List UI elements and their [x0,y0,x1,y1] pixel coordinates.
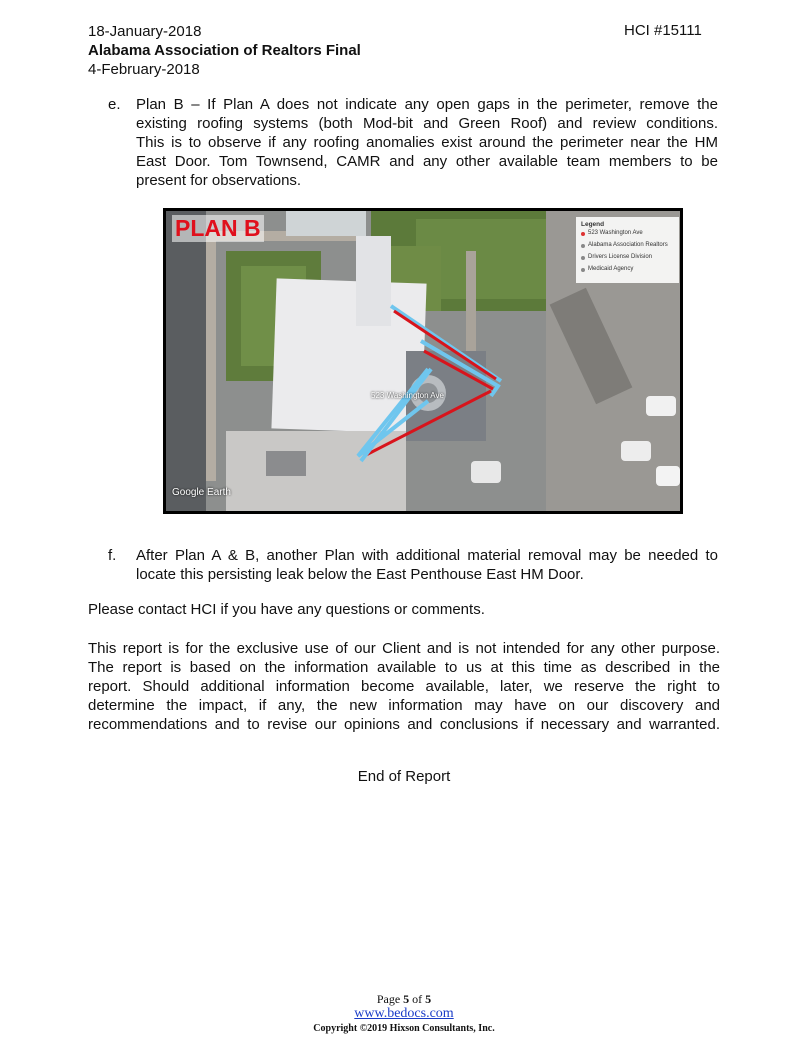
text-line: This is to observe if any roofing anomalies exist around the perimeter near the HM [136,134,718,151]
list-item-text [136,546,718,584]
footer-copyright: Copyright ©2019 Hixson Consultants, Inc. [313,1023,495,1034]
legend-entry: Drivers License Division [588,254,653,260]
page-prefix: Page [376,992,404,1006]
address-label: 523 Washington Ave [371,391,444,400]
header-revision-date: 4-February-2018 [88,61,200,78]
circle-marker-icon [581,256,585,260]
list-marker: f. [108,547,117,564]
legend-entry: 523 Washington Ave [588,230,643,236]
text-line: present for observations. [136,172,302,189]
document-header [88,22,361,79]
text-line: This report is for the exclusive use of our Client and is not intended for any other purpose. [88,640,720,657]
map-watermark: Google Earth [172,487,231,498]
header-date: 18-January-2018 [88,23,202,40]
page-of: of [409,992,426,1006]
list-marker: e. [108,96,121,113]
text-line: recommendations and to revise our opinions and conclusions if necessary and warranted. [88,716,720,733]
header-title: Alabama Association of Realtors Final [88,42,361,59]
text-line: existing roofing systems (both Mod-bit and Green Roof) and review conditions. [136,115,718,132]
text-line: Plan B – If Plan A does not indicate any open gaps in the perimeter, remove the [136,96,718,113]
contact-paragraph: Please contact HCI if you have any questions or comments. [88,601,485,618]
list-item-text [136,95,718,190]
text-line: report. Should additional information become available, later, we reserve the right to [88,678,720,695]
legend-entry: Alabama Association Realtors [588,242,668,248]
end-of-report: End of Report [357,768,451,785]
legend-title: Legend [581,221,605,228]
disclaimer-paragraph [88,639,720,734]
text-line: After Plan A & B, another Plan with additional material removal may be needed to [136,547,718,564]
pin-icon [581,232,585,236]
text-line: East Door. Tom Townsend, CAMR and any other available team members to be [136,153,718,170]
text-line: The report is based on the information available to us at this time as described in the [88,659,720,676]
header-reference: HCI #15111 [624,22,702,39]
aerial-roof-image [163,208,683,514]
page-current: 5 [403,992,410,1006]
footer-link[interactable]: www.bedocs.com [354,1006,454,1021]
text-line: determine the impact, if any, the new information may have on our discovery and [88,697,720,714]
plan-b-label: PLAN B [172,215,264,242]
map-legend [576,217,679,283]
text-line: locate this persisting leak below the East Penthouse East HM Door. [136,566,584,583]
legend-entry: Medicaid Agency [588,266,634,272]
page-number [0,992,808,1007]
page-total: 5 [425,992,432,1006]
square-marker-icon [581,244,585,248]
square-marker-icon [581,268,585,272]
